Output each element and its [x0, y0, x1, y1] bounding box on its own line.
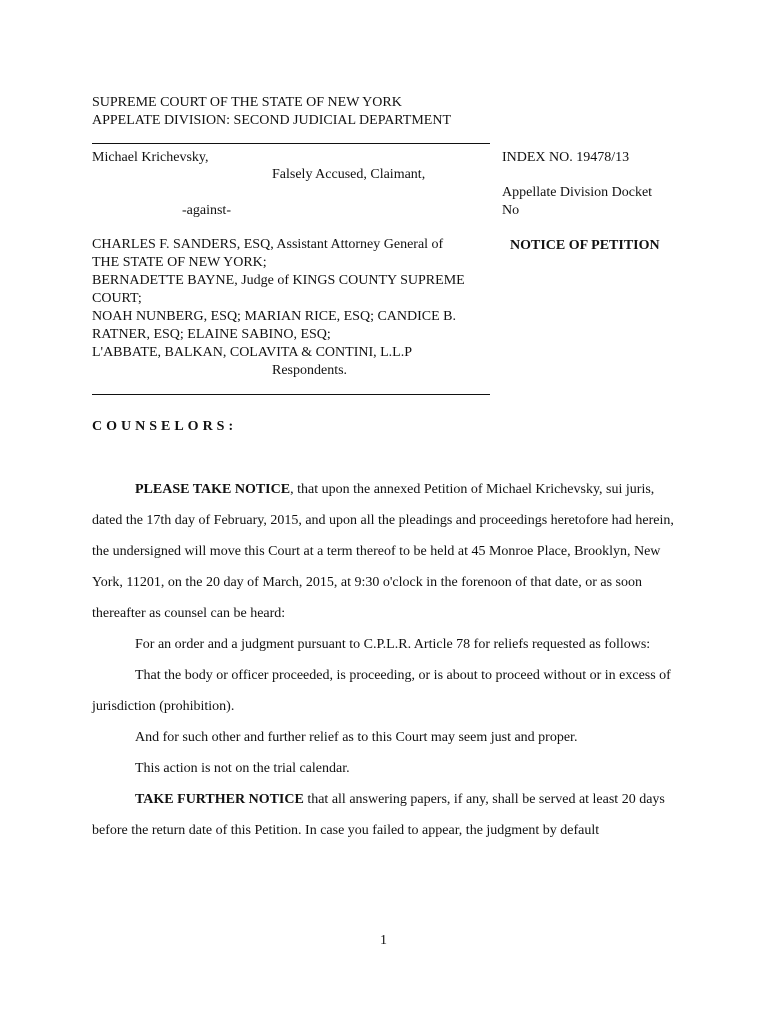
- respondent-line: BERNADETTE BAYNE, Judge of KINGS COUNTY SUPREME: [92, 273, 465, 288]
- petitioner-role: Falsely Accused, Claimant,: [272, 167, 426, 182]
- index-number: INDEX NO. 19478/13: [502, 150, 630, 165]
- respondent-line: NOAH NUNBERG, ESQ; MARIAN RICE, ESQ; CANDICE B.: [92, 309, 457, 324]
- notice-heading: PLEASE TAKE NOTICE: [135, 482, 291, 497]
- against-label: -against-: [182, 203, 231, 218]
- docket-number: No: [502, 203, 520, 218]
- court-name: SUPREME COURT OF THE STATE OF NEW YORK: [92, 95, 402, 110]
- page-number: 1: [380, 933, 387, 948]
- caption-bottom-rule: [92, 394, 490, 395]
- document-body: [92, 474, 676, 846]
- court-division: APPELATE DIVISION: SECOND JUDICIAL DEPARTMENT: [92, 113, 452, 128]
- paragraph-text: that all answering papers, if any, shall be served at least 20 days before the return date of this Petition. In case you failed to appear, the judgment by default: [92, 792, 665, 838]
- respondent-line: COURT;: [92, 291, 142, 306]
- petitioner-name: Michael Krichevsky,: [92, 150, 209, 165]
- paragraph: That the body or officer proceeded, is proceeding, or is about to proceed without or in excess of jurisdiction (prohibition).: [92, 668, 671, 714]
- docket-label: Appellate Division Docket: [502, 185, 653, 200]
- respondent-line: L'ABBATE, BALKAN, COLAVITA & CONTINI, L.L.P: [92, 345, 413, 360]
- notice-heading: TAKE FURTHER NOTICE: [135, 792, 304, 807]
- paragraph: For an order and a judgment pursuant to C.P.L.R. Article 78 for reliefs requested as follows:: [135, 637, 651, 652]
- paragraph-text: , that upon the annexed Petition of Michael Krichevsky, sui juris, dated the 17th day of February, 2015, and upon all the pleadings and proceedings heretofore had herein, the undersigned will move this Court at a term thereof to be held at 45 Monroe Place, Brooklyn, New York, 11201, on the 20 day of March, 2015, at 9:30 o'clock in the forenoon of that date, or as soon thereafter as counsel can be heard:: [92, 482, 674, 621]
- caption-top-rule: [92, 143, 490, 144]
- paragraph: And for such other and further relief as to this Court may seem just and proper.: [135, 730, 578, 745]
- respondent-line: CHARLES F. SANDERS, ESQ, Assistant Attorney General of: [92, 237, 444, 252]
- respondent-line: THE STATE OF NEW YORK;: [92, 255, 267, 270]
- document-title: NOTICE OF PETITION: [510, 238, 660, 253]
- paragraph: [92, 474, 676, 629]
- respondent-line: RATNER, ESQ; ELAINE SABINO, ESQ;: [92, 327, 331, 342]
- respondents-role: Respondents.: [272, 363, 348, 378]
- paragraph: [92, 784, 676, 846]
- paragraph: This action is not on the trial calendar.: [135, 761, 350, 776]
- salutation: COUNSELORS:: [92, 419, 238, 434]
